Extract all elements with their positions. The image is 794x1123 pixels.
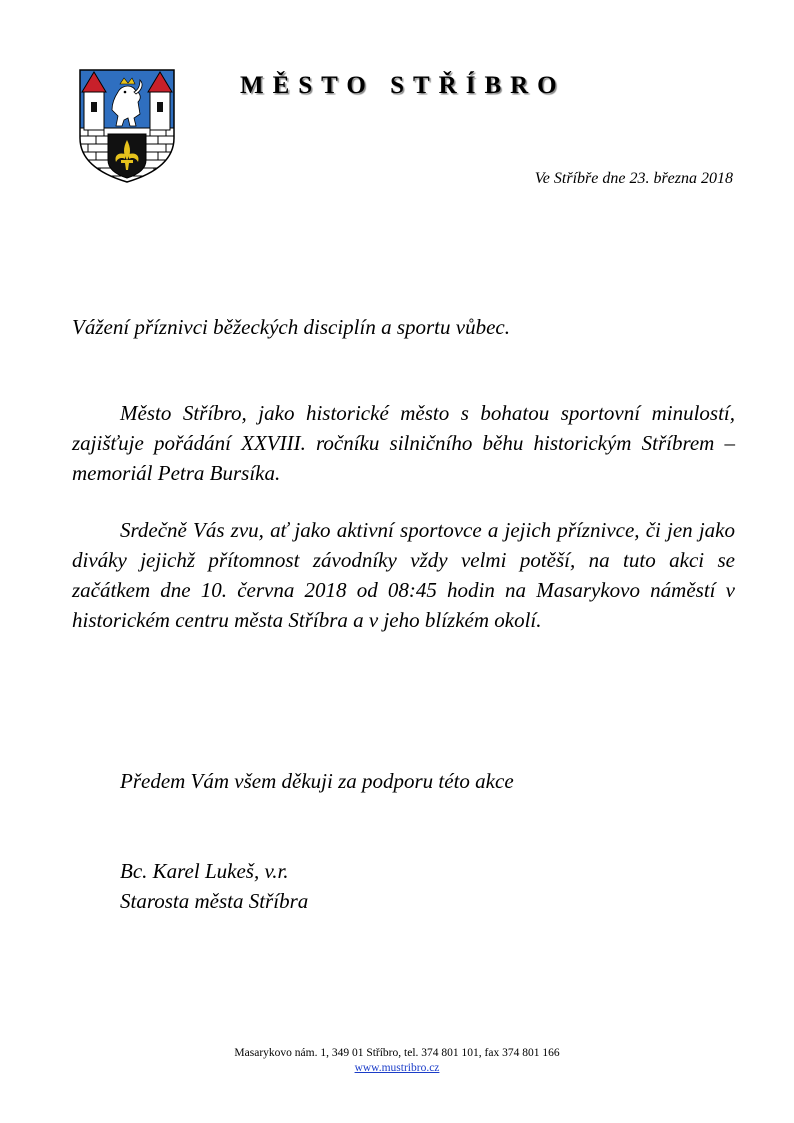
paragraph-2: Srdečně Vás zvu, ať jako aktivní sportovce a jejich příznivce, či jen jako diváky jejichž přítomnost závodníky vždy velmi potěší, na tuto akci se začátkem dne 10. června 2018 od 08:45 hodin na Masarykovo náměstí v historickém centru města Stříbra a v jeho blízkém okolí. [72, 518, 735, 632]
signature-block [120, 856, 308, 916]
closing-line: Předem Vám všem děkuji za podporu této akce [120, 769, 514, 793]
page-title: MĚSTO STŘÍBRO [240, 72, 566, 99]
signature-title: Starosta města Stříbra [120, 889, 309, 913]
footer-address: Masarykovo nám. 1, 349 01 Stříbro, tel. 374 801 101, fax 374 801 166 [234, 1047, 560, 1059]
paragraph-1: Město Stříbro, jako historické město s bohatou sportovní minulostí, zajišťuje pořádání XXVIII. ročníku silničního běhu historickým Stříbrem – memoriál Petra Bursíka. [72, 401, 735, 485]
coat-of-arms-icon [78, 68, 176, 184]
letter-date: Ve Stříbře dne 23. března 2018 [534, 170, 733, 187]
signature-name: Bc. Karel Lukeš, v.r. [120, 859, 289, 883]
website-link[interactable]: www.mustribro.cz [354, 1062, 440, 1074]
footer [0, 1046, 794, 1076]
salutation: Vážení příznivci běžeckých disciplín a sportu vůbec. [72, 315, 510, 339]
